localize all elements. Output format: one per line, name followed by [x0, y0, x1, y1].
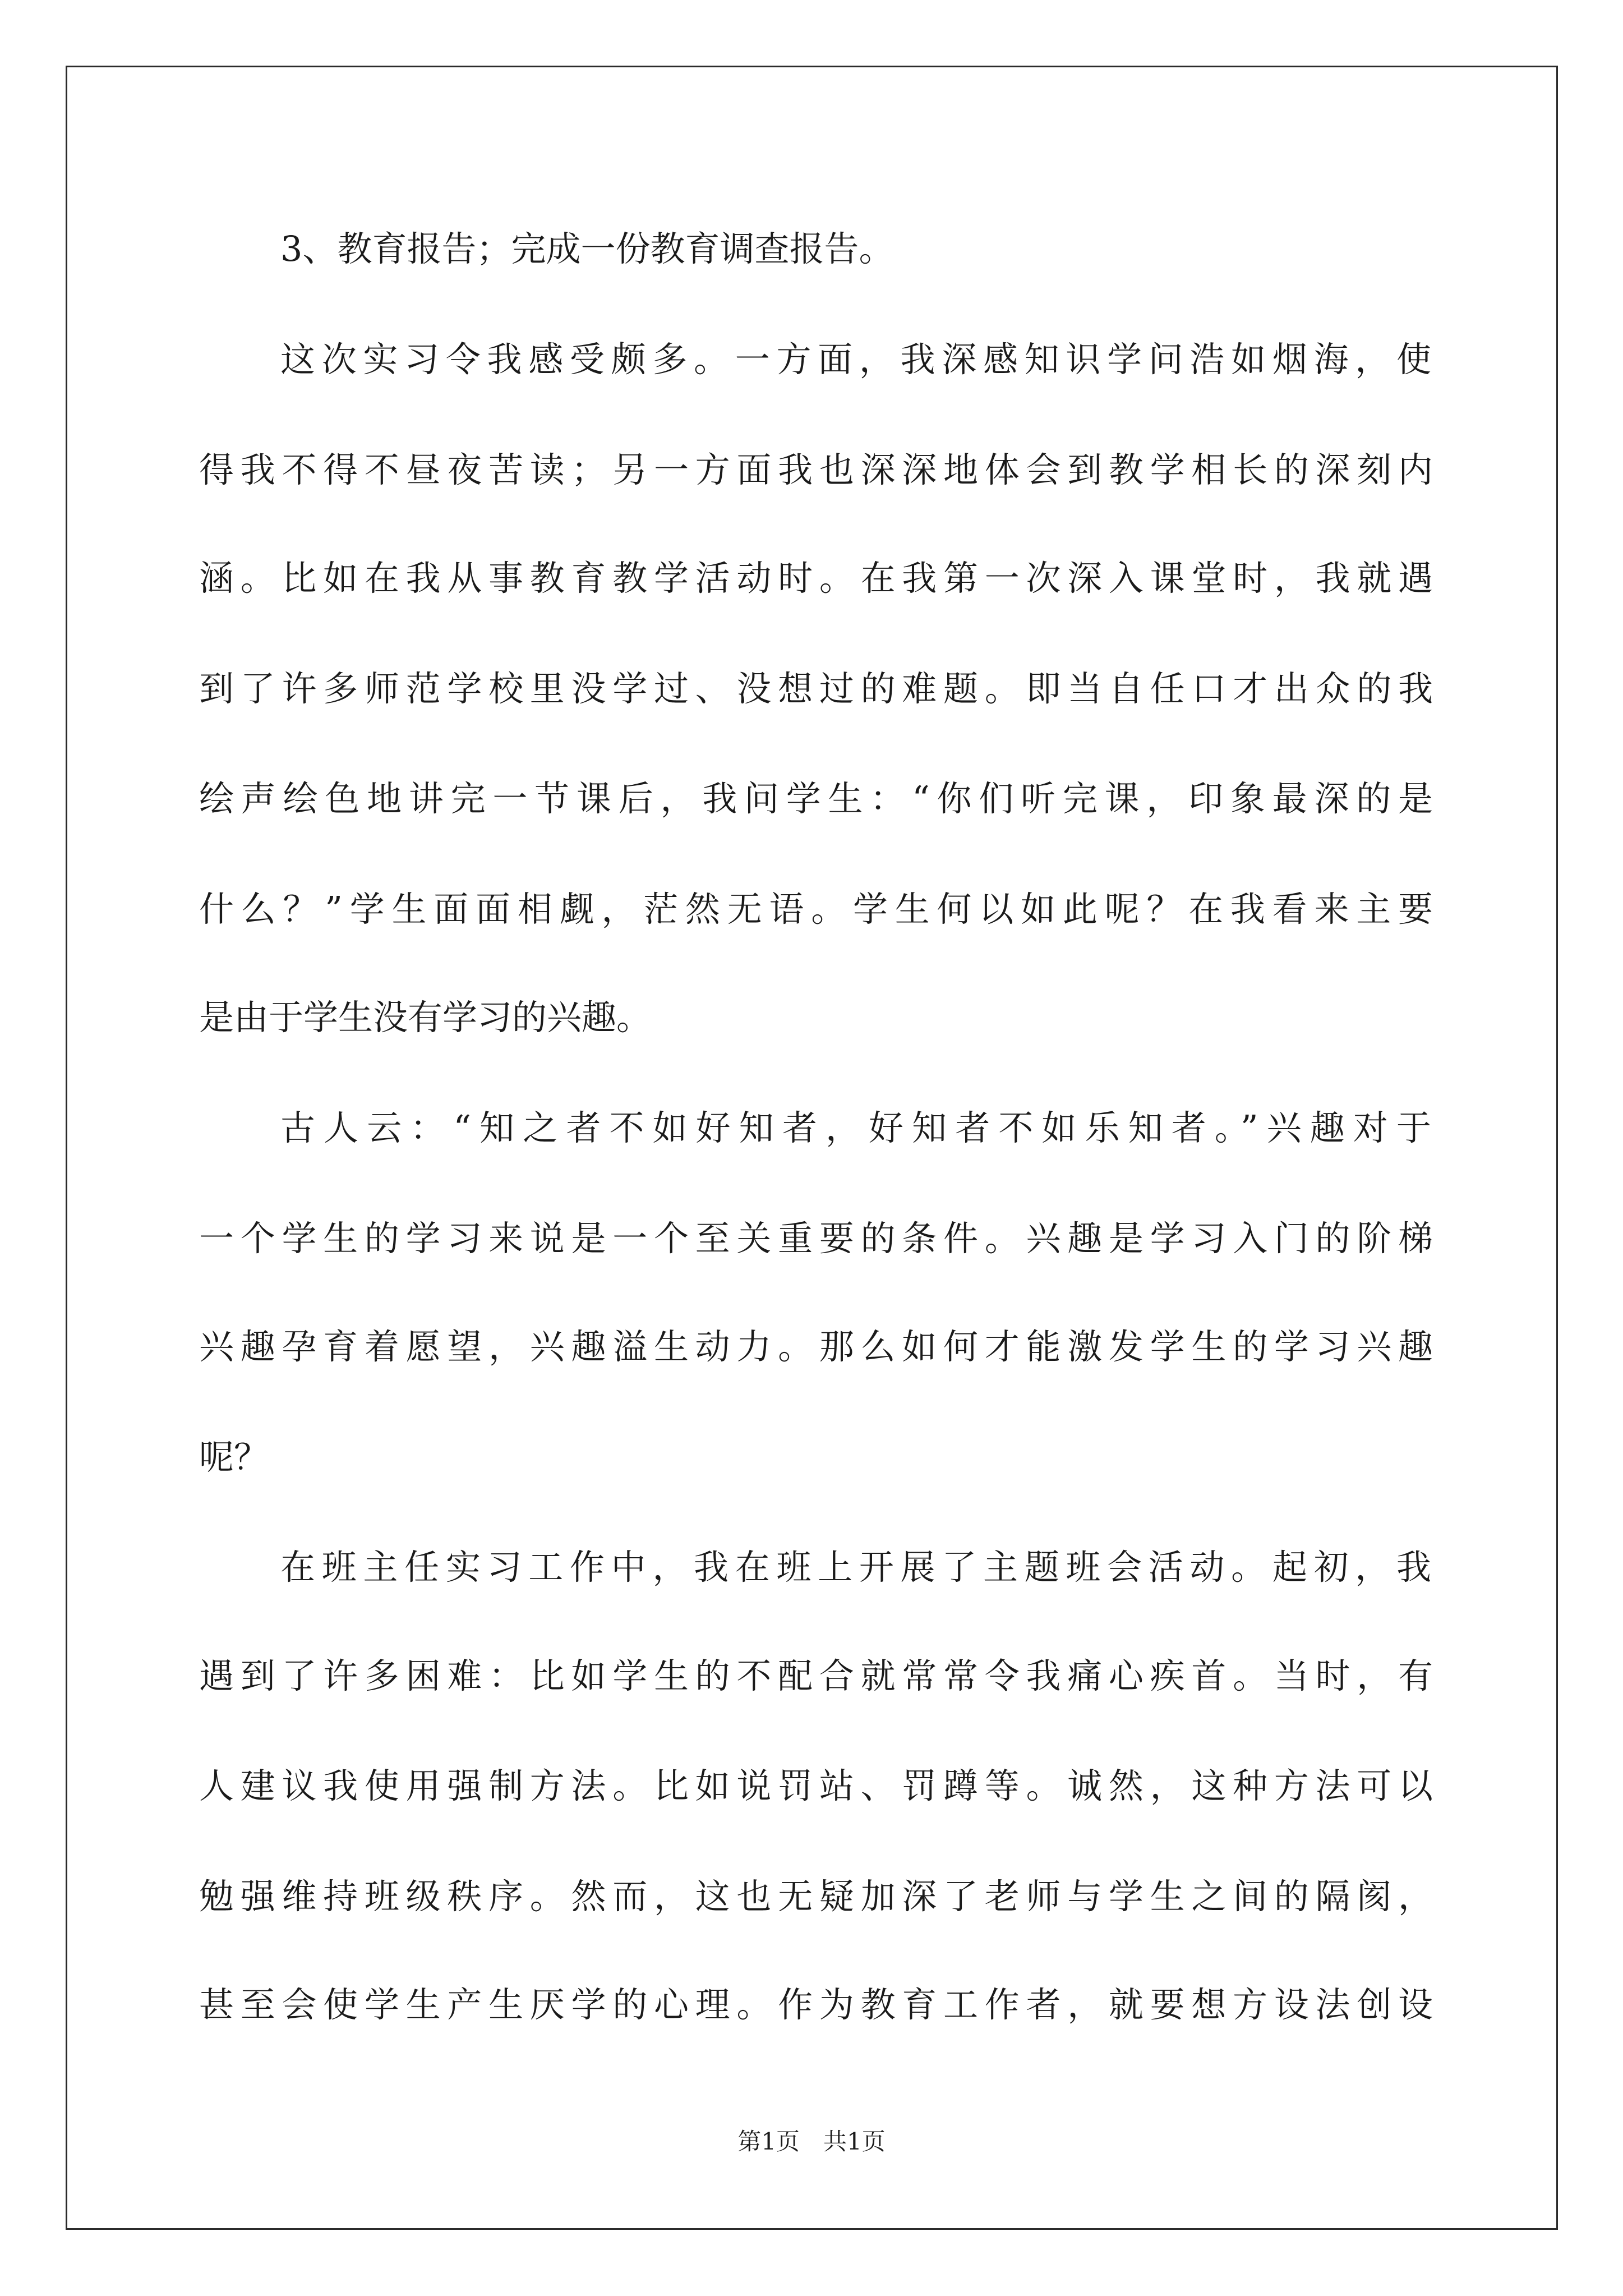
paragraph-2-line-5: 绘声绘色地讲完一节课后，我问学生：“你们听完课，印象最深的是: [199, 778, 1433, 819]
paragraph-2-line-7: 是由于学生没有学习的兴趣。: [199, 997, 652, 1038]
paragraph-4-line-1: 在班主任实习工作中，我在班上开展了主题班会活动。起初，我: [280, 1547, 1431, 1588]
paragraph-3-line-1: 古人云：“知之者不如好知者，好知者不如乐知者。”兴趣对于: [280, 1107, 1431, 1148]
paragraph-2-line-6: 什么？”学生面面相觑，茫然无语。学生何以如此呢？在我看来主要: [199, 889, 1433, 930]
paragraph-4-line-2: 遇到了许多困难：比如学生的不配合就常常令我痛心疾首。当时，有: [199, 1655, 1433, 1696]
paragraph-2-line-3: 涵。比如在我从事教育教学活动时。在我第一次深入课堂时，我就遇: [199, 558, 1433, 599]
paragraph-4-line-4: 勉强维持班级秩序。然而，这也无疑加深了老师与学生之间的隔阂，: [199, 1876, 1433, 1917]
paragraph-3-line-4: 呢？: [199, 1437, 269, 1478]
paragraph-4-line-5: 甚至会使学生产生厌学的心理。作为教育工作者，就要想方设法创设: [199, 1984, 1433, 2025]
paragraph-4-line-3: 人建议我使用强制方法。比如说罚站、罚蹲等。诚然，这种方法可以: [199, 1765, 1433, 1806]
paragraph-2-line-2: 得我不得不昼夜苦读；另一方面我也深深地体会到教学相长的深刻内: [199, 449, 1433, 490]
paragraph-3-line-3: 兴趣孕育着愿望，兴趣溢生动力。那么如何才能激发学生的学习兴趣: [199, 1326, 1433, 1367]
paragraph-1-line-1: 3、教育报告；完成一份教育调查报告。: [280, 228, 894, 269]
paragraph-2-line-1: 这次实习令我感受颇多。一方面，我深感知识学问浩如烟海，使: [280, 339, 1431, 380]
paragraph-2-line-4: 到了许多师范学校里没学过、没想过的难题。即当自任口才出众的我: [199, 668, 1433, 709]
paragraph-3-line-2: 一个学生的学习来说是一个至关重要的条件。兴趣是学习入门的阶梯: [199, 1218, 1433, 1259]
page-number-footer: 第1页 共1页: [737, 2128, 886, 2155]
